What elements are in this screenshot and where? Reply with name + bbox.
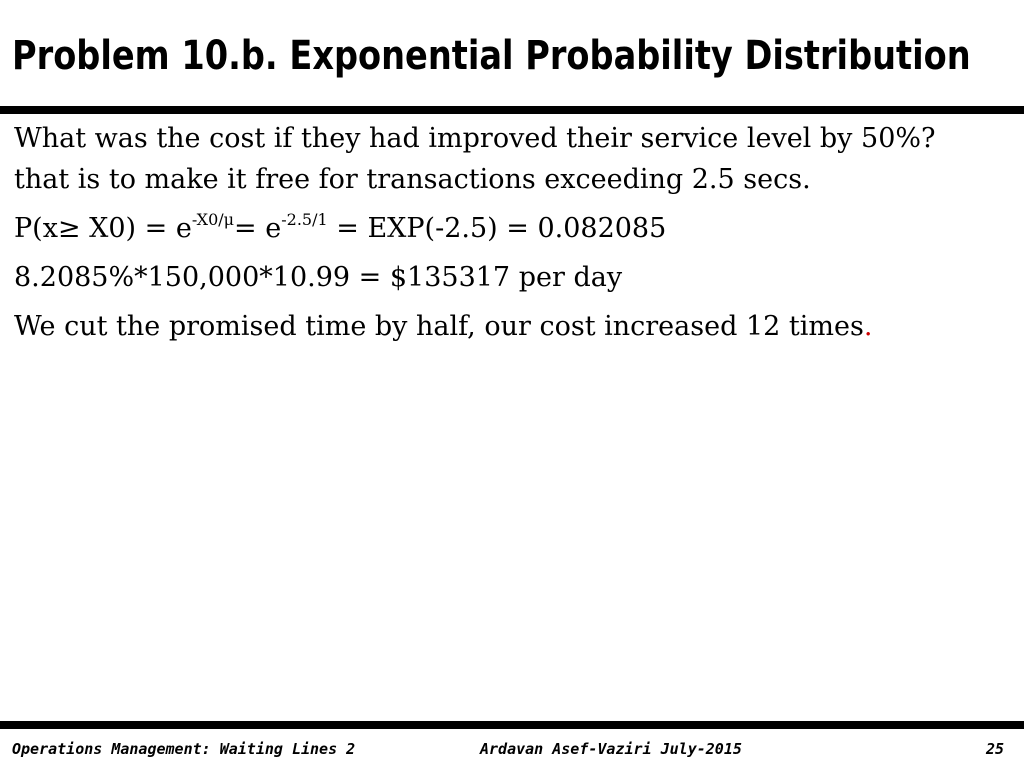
conclusion-period: . [863, 311, 873, 342]
conclusion-sentence: We cut the promised time by half, our cost increased 12 times [14, 311, 864, 342]
formula-result: = EXP(-2.5) = 0.082085 [327, 213, 667, 244]
conclusion-text [14, 306, 1004, 347]
probability-formula [14, 208, 1004, 249]
formula-exponent-value: -2.5/1 [281, 210, 328, 229]
footer-author-date: Ardavan Asef-Vaziri July-2015 [480, 740, 742, 758]
slide-number: 25 [986, 740, 1005, 758]
title-divider [0, 106, 1024, 114]
cost-calculation: 8.2085%*150,000*10.99 = $135317 per day [14, 262, 623, 293]
formula-mid: = e [234, 213, 282, 244]
formula-lhs: P(x≥ X0) = e [14, 213, 192, 244]
question-text: What was the cost if they had improved their service level by 50%? that is to make it free for transactions exceeding 2.5 secs. [14, 123, 936, 195]
formula-exponent-general: -X0/μ [191, 210, 235, 229]
slide-body [14, 118, 1004, 355]
footer-divider [0, 721, 1024, 729]
slide-title: Problem 10.b. Exponential Probability Distribution [12, 33, 971, 79]
footer-course: Operations Management: Waiting Lines 2 [12, 740, 356, 758]
